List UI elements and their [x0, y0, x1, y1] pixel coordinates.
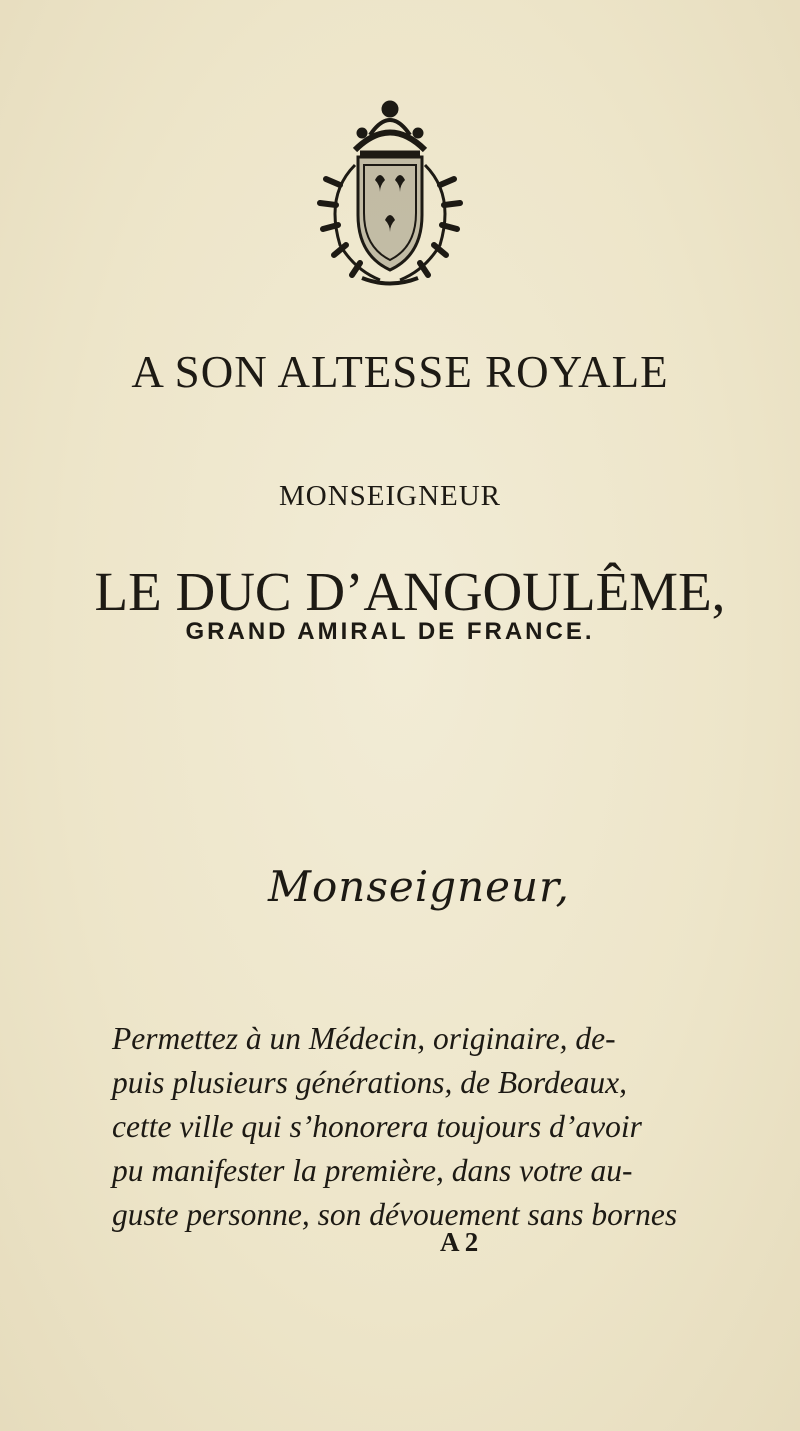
body-line: puis plusieurs générations, de Bordeaux,: [112, 1065, 628, 1100]
royal-coat-of-arms-engraving: [300, 95, 480, 290]
dedication-title: A SON ALTESSE ROYALE: [131, 347, 669, 397]
dedication-subtitle: MONSEIGNEUR: [278, 480, 502, 512]
body-paragraph: [112, 1017, 712, 1237]
body-line: pu manifester la première, dans votre au-: [112, 1153, 633, 1188]
dedication-rank: GRAND AMIRAL DE FRANCE.: [185, 618, 595, 645]
salutation: Monseigneur,: [268, 862, 570, 911]
body-line: Permettez à un Médecin, originaire, de-: [112, 1021, 616, 1056]
signature-mark: A 2: [440, 1227, 479, 1257]
dedication-name: LE DUC D’ANGOULÊME,: [94, 561, 726, 622]
body-line: guste personne, son dévouement sans bornes: [112, 1197, 678, 1232]
body-line: cette ville qui s’honorera toujours d’avoir: [112, 1109, 642, 1144]
